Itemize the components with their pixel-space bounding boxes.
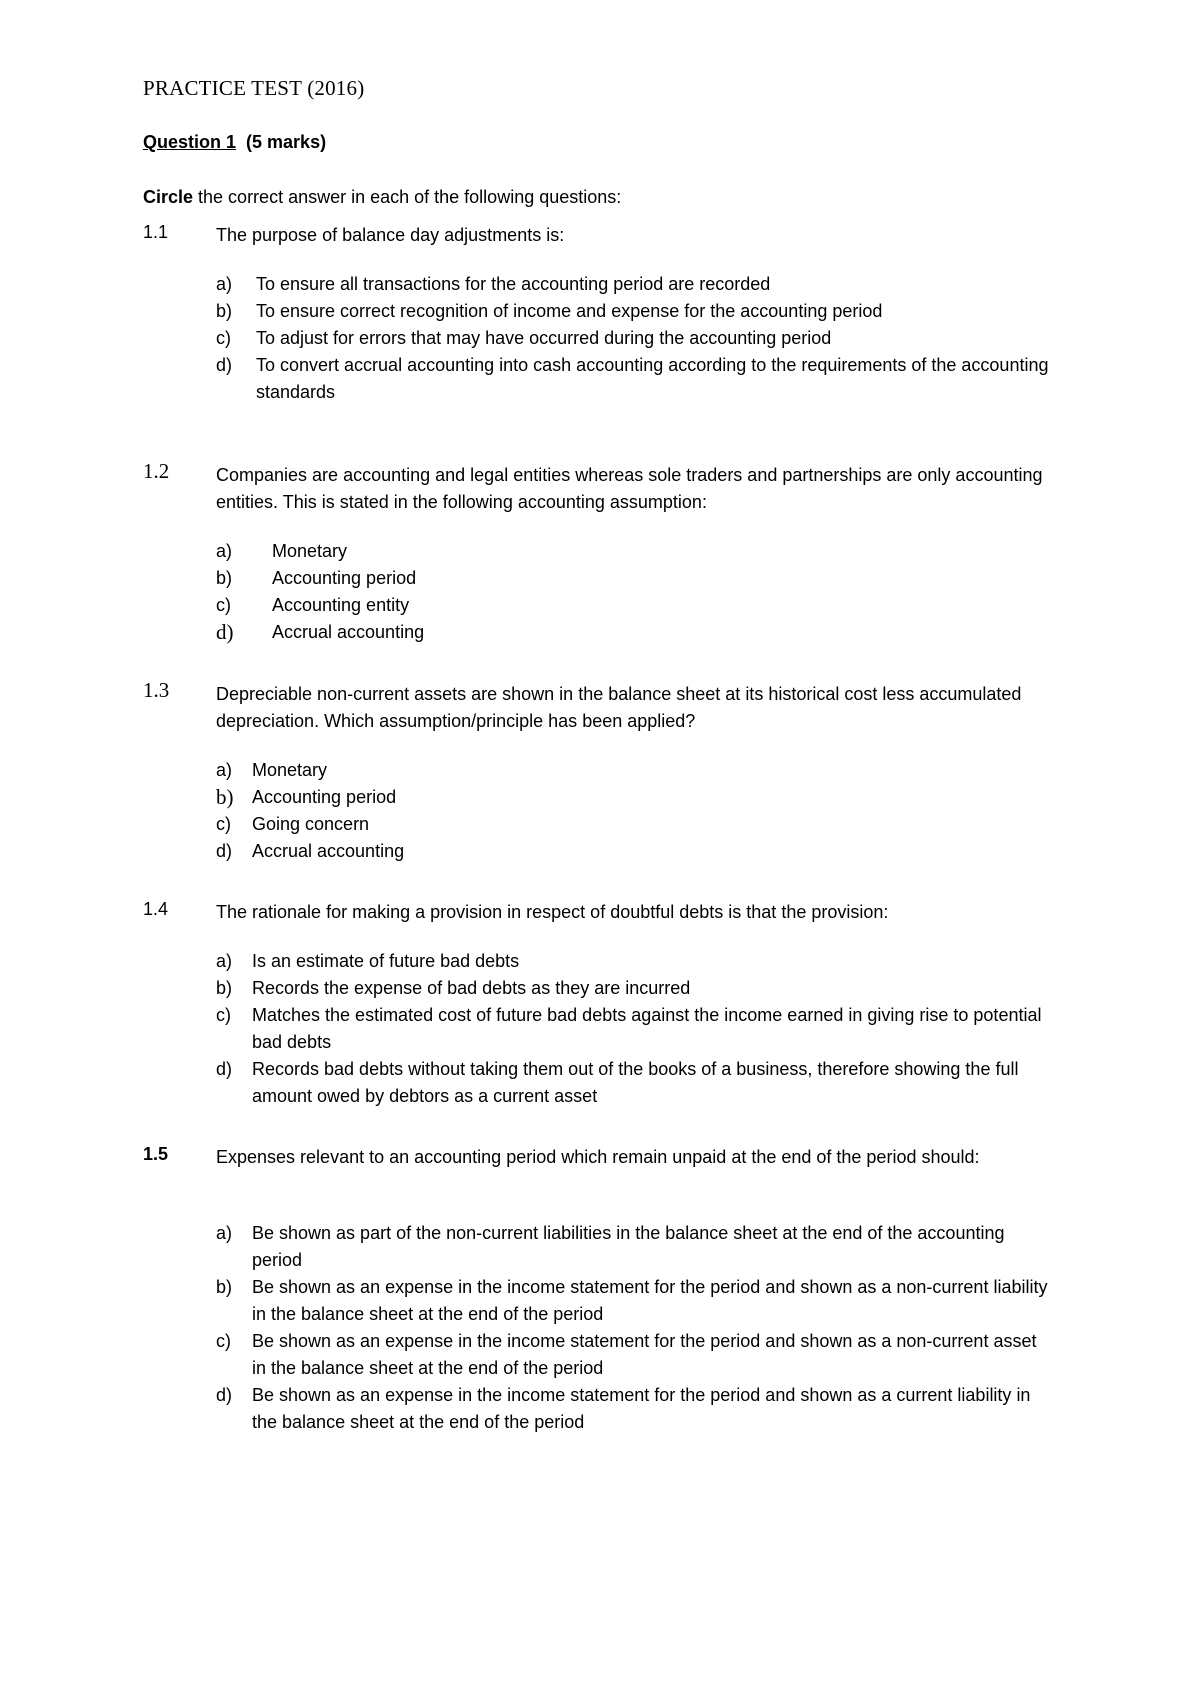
- option-c[interactable]: [216, 325, 1096, 352]
- option-b[interactable]: [216, 784, 1096, 811]
- option-text: Be shown as an expense in the income statement for the period and shown as a non-current asset in the balance sheet at the end of the period: [252, 1331, 1037, 1378]
- option-c[interactable]: [216, 811, 1096, 838]
- option-letter: b): [216, 1277, 233, 1297]
- option-letter: c): [216, 328, 231, 348]
- option-letter: a): [216, 760, 233, 780]
- option-text: Records the expense of bad debts as they are incurred: [252, 978, 691, 998]
- options-list: [216, 538, 1096, 646]
- option-c[interactable]: [216, 1328, 1096, 1382]
- option-c[interactable]: [216, 592, 1096, 619]
- option-letter: b): [216, 568, 233, 588]
- option-d[interactable]: [216, 838, 1096, 865]
- instruction-rest: the correct answer in each of the following questions:: [193, 187, 622, 207]
- option-text: Going concern: [252, 814, 370, 834]
- option-a[interactable]: [216, 1220, 1096, 1274]
- option-letter: b): [216, 301, 233, 321]
- option-letter: c): [216, 1005, 231, 1025]
- option-letter: c): [216, 595, 231, 615]
- option-b[interactable]: [216, 298, 1096, 325]
- options-list: [216, 757, 1096, 865]
- question-number: 1.1: [143, 222, 169, 242]
- option-letter: a): [216, 951, 233, 971]
- option-letter: d): [216, 1385, 233, 1405]
- option-text: Be shown as an expense in the income statement for the period and shown as a current liability in the balance sheet at the end of the period: [252, 1385, 1031, 1432]
- option-text: Accounting period: [272, 568, 417, 588]
- option-letter: d): [216, 355, 233, 375]
- options-list: [216, 271, 1096, 406]
- question-label: Question 1: [143, 132, 237, 152]
- options-list: [216, 948, 1096, 1110]
- option-a[interactable]: [216, 948, 1096, 975]
- question-text: The purpose of balance day adjustments is:: [216, 225, 565, 245]
- option-letter: d): [216, 1059, 233, 1079]
- question-text: The rationale for making a provision in respect of doubtful debts is that the provision:: [216, 902, 889, 922]
- option-letter: a): [216, 274, 233, 294]
- option-b[interactable]: [216, 565, 1096, 592]
- option-text: Monetary: [272, 541, 348, 561]
- option-text: Monetary: [252, 760, 328, 780]
- option-text: To ensure all transactions for the accounting period are recorded: [256, 274, 771, 294]
- option-a[interactable]: [216, 271, 1096, 298]
- option-a[interactable]: [216, 757, 1096, 784]
- question-number: 1.4: [143, 899, 169, 919]
- question-number: 1.2: [143, 459, 170, 483]
- option-letter: a): [216, 1223, 233, 1243]
- question-number: 1.5: [143, 1144, 169, 1164]
- option-text: Records bad debts without taking them out of the books of a business, therefore showing the full amount owed by debtors as a current asset: [252, 1059, 1019, 1106]
- option-text: Be shown as an expense in the income statement for the period and shown as a non-current liability in the balance sheet at the end of the period: [252, 1277, 1048, 1324]
- option-text: Accrual accounting: [272, 622, 425, 642]
- option-letter: a): [216, 541, 233, 561]
- question-heading: [143, 132, 326, 153]
- option-letter: d): [216, 841, 233, 861]
- option-text: Matches the estimated cost of future bad debts against the income earned in giving rise to potential bad debts: [252, 1005, 1042, 1052]
- option-letter: b): [216, 785, 234, 809]
- option-b[interactable]: [216, 1274, 1096, 1328]
- option-text: Is an estimate of future bad debts: [252, 951, 520, 971]
- question-text: Companies are accounting and legal entities whereas sole traders and partnerships are only accounting entities. This is stated in the following accounting assumption:: [216, 465, 1043, 512]
- page-title: PRACTICE TEST (2016): [143, 76, 365, 100]
- options-list: [216, 1220, 1096, 1436]
- question-marks: (5 marks): [246, 132, 327, 152]
- option-letter: c): [216, 1331, 231, 1351]
- option-text: To convert accrual accounting into cash accounting according to the requirements of the accounting standards: [256, 355, 1049, 402]
- option-b[interactable]: [216, 975, 1096, 1002]
- option-a[interactable]: [216, 538, 1096, 565]
- question-text: Depreciable non-current assets are shown in the balance sheet at its historical cost less accumulated depreciation. Which assumption/principle has been applied?: [216, 684, 1022, 731]
- question-number: 1.3: [143, 678, 170, 702]
- option-d[interactable]: [216, 1382, 1096, 1436]
- option-text: Accounting period: [252, 787, 397, 807]
- option-letter: d): [216, 620, 234, 644]
- option-text: Accounting entity: [272, 595, 410, 615]
- option-d[interactable]: [216, 1056, 1096, 1110]
- option-text: Accrual accounting: [252, 841, 405, 861]
- instruction-bold: Circle: [143, 187, 194, 207]
- instruction-text: [143, 187, 621, 208]
- option-text: Be shown as part of the non-current liabilities in the balance sheet at the end of the accounting period: [252, 1223, 1005, 1270]
- option-letter: b): [216, 978, 233, 998]
- option-d[interactable]: [216, 352, 1096, 406]
- option-d[interactable]: [216, 619, 1096, 646]
- option-c[interactable]: [216, 1002, 1096, 1056]
- question-text: Expenses relevant to an accounting period which remain unpaid at the end of the period should:: [216, 1147, 980, 1167]
- option-text: To adjust for errors that may have occurred during the accounting period: [256, 328, 832, 348]
- option-letter: c): [216, 814, 231, 834]
- option-text: To ensure correct recognition of income and expense for the accounting period: [256, 301, 883, 321]
